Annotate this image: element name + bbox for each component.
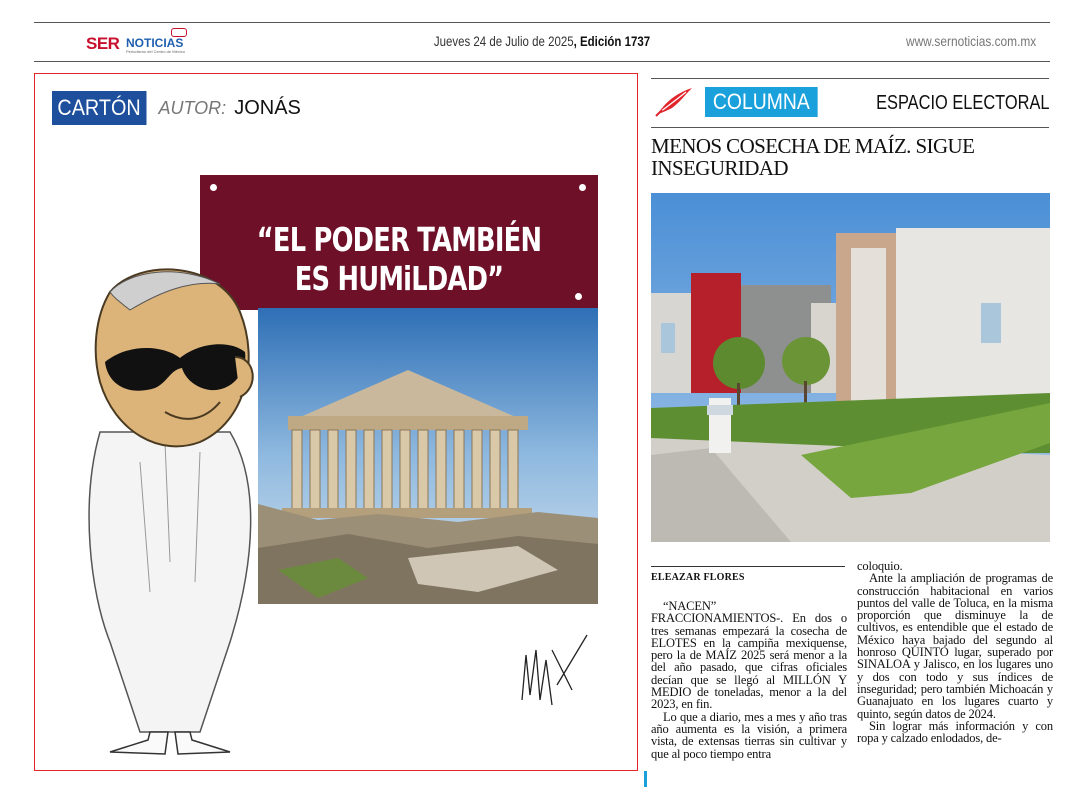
article-paragraph: Ante la ampliación de programas de construcción habitacional en varios puntos del valle de Toluca, en la misma proporción que disminuye la de cultivos, es entendible que el estado de México haya bajado del segundo al honroso QUINTO lugar, superado por SINALOA y Jalisco, en los lugares uno y dos con todo y sus índices de inseguridad; pero también Michoacán y Guanajuato en los lugares cuarto y quinto, según datos de 2024.	[857, 571, 1053, 721]
article-body-column-2	[857, 560, 1053, 789]
column-header-rule	[651, 127, 1049, 128]
cartoon-header	[52, 90, 301, 126]
site-url[interactable]: www.sernoticias.com.mx	[905, 33, 1036, 49]
article-byline: ELEAZAR FLORES	[651, 572, 745, 583]
sign-bolt	[210, 184, 217, 191]
caricature-figure	[70, 262, 310, 762]
artist-signature	[512, 630, 592, 710]
cartoon-section-label: CARTÓN	[52, 91, 146, 125]
sign-bolt	[579, 184, 586, 191]
issue-date: Jueves 24 de Julio de 2025	[433, 33, 574, 49]
column-section-label: COLUMNA	[705, 87, 818, 117]
column-top-rule	[651, 78, 1049, 79]
masthead-top-rule	[34, 22, 1050, 23]
logo-ser: SER	[86, 34, 120, 53]
cartoon-author: JONÁS	[234, 96, 301, 119]
byline-rule	[651, 566, 845, 567]
article-body-column-1	[651, 600, 847, 789]
article-paragraph: Sin lograr más información y con ropa y calzado enlodados, de-	[857, 718, 1053, 746]
issue-edition: , Edición 1737	[573, 33, 651, 49]
author-prefix: AUTOR:	[158, 97, 227, 118]
article-paragraph: “NACEN” FRACCIONAMIENTOS-. En dos o tres semanas empezará la cosecha de ELOTES en la campiña mexiquense, pero la de MAÍZ 2025 será menor a la del año pasado, que cifras oficiales decían que se llegó al MILLÓN Y MEDIO de toneladas, menor a la del 2023, en fin.	[651, 600, 847, 712]
article-paragraph: coloquio.	[857, 560, 903, 573]
quill-icon	[654, 86, 694, 118]
article-photo[interactable]	[651, 193, 1050, 542]
article-headline[interactable]: MENOS COSECHA DE MAÍZ. SIGUE INSEGURIDAD	[651, 134, 975, 180]
logo-tagline: Periodismo del Centro de México	[126, 49, 185, 54]
sign-bolt	[575, 293, 582, 300]
masthead-date-line	[98, 33, 987, 49]
masthead-bottom-rule	[34, 61, 1050, 62]
article-paragraph: Lo que a diario, mes a mes y año tras año aumenta es la visión, a primera vista, de extensas tierras sin cultivar y que al poco tiempo entra	[651, 709, 847, 761]
logo-noticias: NOTICIAS	[126, 36, 184, 50]
column-section-name: ESPACIO ELECTORAL	[876, 92, 1050, 114]
continuation-marker	[644, 771, 647, 787]
sign-quote: “EL PODER TAMBIÉN ES HUMiLDAD”	[256, 220, 542, 298]
